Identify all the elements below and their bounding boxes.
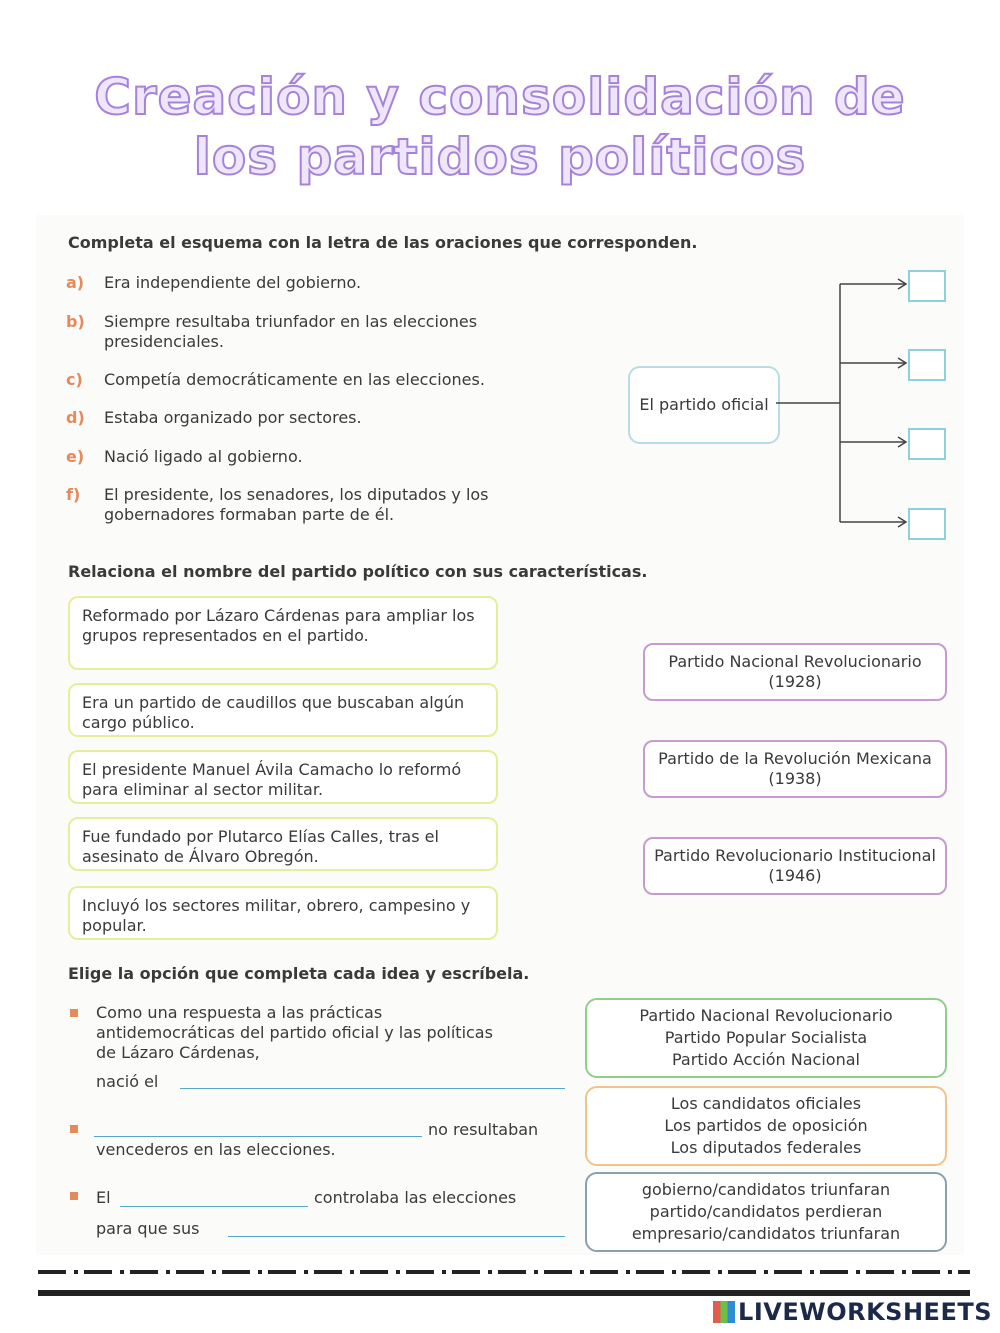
item1-tail: nació el [96, 1072, 159, 1091]
characteristic-card-5[interactable]: Incluyó los sectores militar, obrero, campesino y popular. [68, 886, 498, 940]
option[interactable]: empresario/candidatos triunfaran [631, 1224, 901, 1243]
option[interactable]: Partido Nacional Revolucionario [639, 1006, 893, 1025]
bullet-3 [70, 1192, 78, 1200]
instruction-2: Relaciona el nombre del partido político con sus características. [68, 562, 648, 581]
liveworksheets-icon [713, 1301, 735, 1323]
instruction-3: Elige la opción que completa cada idea y escríbela. [68, 964, 530, 983]
characteristic-card-2[interactable]: Era un partido de caudillos que buscaban algún cargo público. [68, 683, 498, 737]
item2-line2: vencederos en las elecciones. [96, 1140, 336, 1159]
option[interactable]: partido/candidatos perdieran [649, 1202, 883, 1221]
sentence-text: Competía democráticamente en las elecciones. [104, 370, 485, 389]
option[interactable]: gobierno/candidatos triunfaran [641, 1180, 891, 1199]
blank-3a[interactable] [120, 1192, 308, 1207]
bottom-rule [38, 1290, 970, 1296]
party-card-prm[interactable]: Partido de la Revolución Mexicana (1938) [643, 740, 947, 798]
item1-text: Como una respuesta a las prácticas antidemocráticas del partido oficial y las políticas de Lázaro Cárdenas, [96, 1003, 493, 1062]
answer-box-2[interactable] [908, 349, 946, 381]
blank-3b[interactable] [228, 1222, 565, 1237]
answer-box-1[interactable] [908, 270, 946, 302]
sentence-letter: a) [66, 273, 85, 292]
party-card-pnr[interactable]: Partido Nacional Revolucionario (1928) [643, 643, 947, 701]
sentence-text: El presidente, los senadores, los diputados y los gobernadores formaban parte de él. [104, 485, 489, 524]
option[interactable]: Los candidatos oficiales [670, 1094, 862, 1113]
option[interactable]: Los partidos de oposición [664, 1116, 868, 1135]
options-box-1 [585, 998, 947, 1078]
page-title-line2: los partidos políticos [193, 128, 807, 186]
answer-box-4[interactable] [908, 508, 946, 540]
party-card-pri[interactable]: Partido Revolucionario Institucional (1946) [643, 837, 947, 895]
sentence-text: Era independiente del gobierno. [104, 273, 362, 292]
characteristic-card-1[interactable]: Reformado por Lázaro Cárdenas para ampliar los grupos representados en el partido. [68, 596, 498, 670]
answer-box-3[interactable] [908, 428, 946, 460]
item2-after: no resultaban [428, 1120, 539, 1139]
option[interactable]: Partido Acción Nacional [672, 1050, 860, 1069]
item3-pre: El [96, 1188, 111, 1207]
option[interactable]: Los diputados federales [670, 1138, 862, 1157]
sentence-text: Estaba organizado por sectores. [104, 408, 362, 427]
official-party-box: El partido oficial [628, 366, 780, 444]
liveworksheets-logo [713, 1298, 992, 1326]
bullet-2 [70, 1125, 78, 1133]
item3-pre2: para que sus [96, 1219, 200, 1238]
connector-lines [776, 270, 916, 540]
sentence-text: Siempre resultaba triunfador en las elecciones presidenciales. [104, 312, 478, 351]
blank-2[interactable] [94, 1122, 422, 1137]
options-box-2 [585, 1086, 947, 1166]
characteristic-card-4[interactable]: Fue fundado por Plutarco Elías Calles, tras el asesinato de Álvaro Obregón. [68, 817, 498, 871]
instruction-1: Completa el esquema con la letra de las oraciones que corresponden. [68, 233, 698, 252]
sentence-letter: f) [66, 485, 81, 504]
sentence-letter: b) [66, 312, 85, 331]
characteristic-card-3[interactable]: El presidente Manuel Ávila Camacho lo reformó para eliminar al sector militar. [68, 750, 498, 804]
sentence-letter: e) [66, 447, 85, 466]
sentence-letter: c) [66, 370, 83, 389]
page-title-line1: Creación y consolidación de [94, 68, 906, 126]
sentence-text: Nació ligado al gobierno. [104, 447, 303, 466]
blank-1[interactable] [180, 1074, 565, 1089]
options-box-3 [585, 1172, 947, 1252]
option[interactable]: Partido Popular Socialista [664, 1028, 868, 1047]
dashed-divider [38, 1270, 970, 1274]
logo-text: LIVEWORKSHEETS [738, 1298, 992, 1326]
item3-mid: controlaba las elecciones [314, 1188, 517, 1207]
bullet-1 [70, 1009, 78, 1017]
sentence-letter: d) [66, 408, 85, 427]
